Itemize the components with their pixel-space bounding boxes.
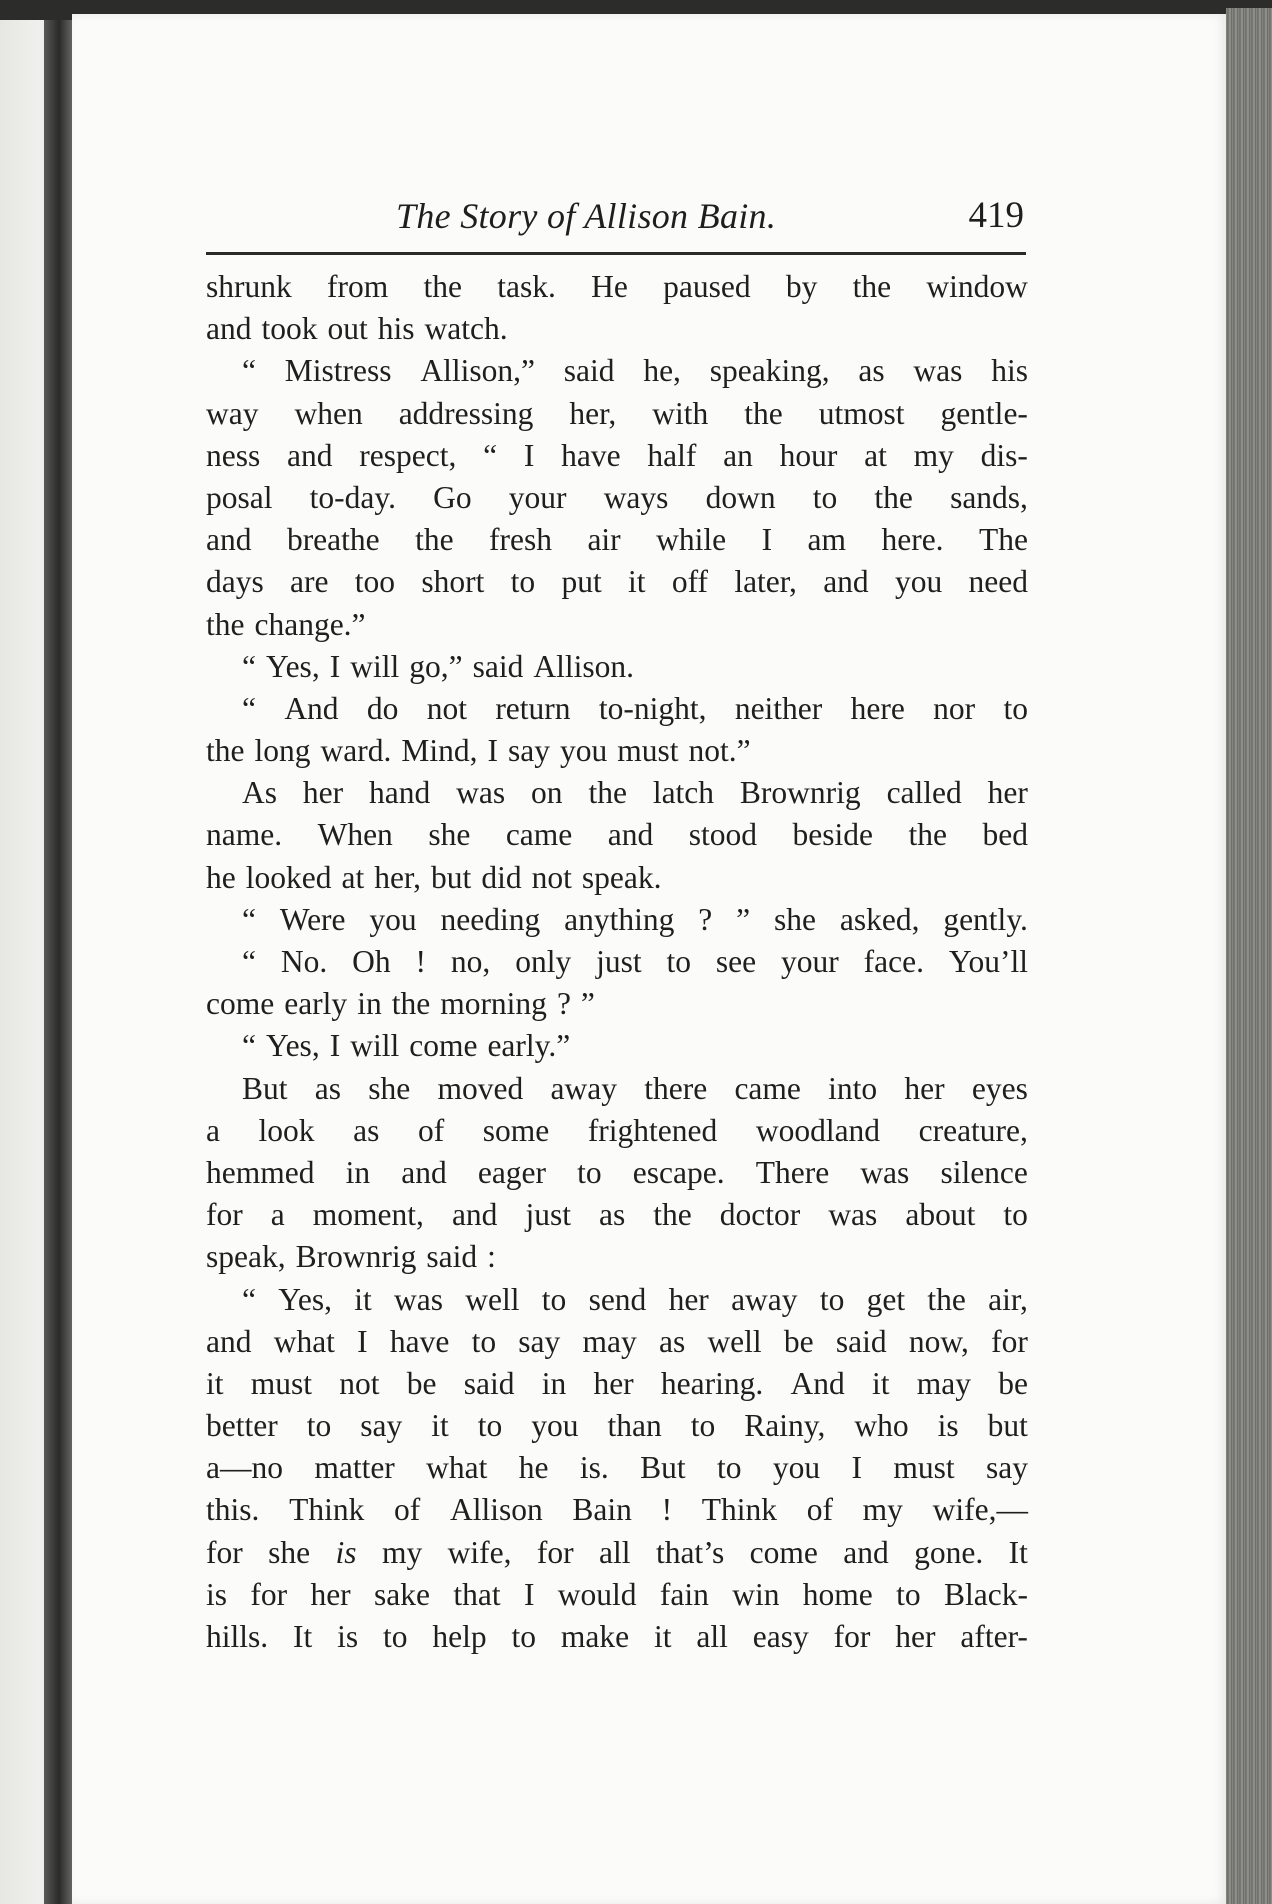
text-line: better to say it to you than to Rainy, who is but [206, 1408, 1028, 1444]
text-line: As her hand was on the latch Brownrig called her [242, 775, 1028, 811]
text-line: hills. It is to help to make it all easy for her after- [206, 1619, 1028, 1654]
text-line: this. Think of Allison Bain ! Think of my wife,— [206, 1492, 1028, 1528]
text-line: and what I have to say may as well be said now, for [206, 1323, 1028, 1359]
text-line: the change.” [206, 606, 366, 642]
text-line: “ Were you needing anything ? ” she asked, gently. [242, 901, 1028, 937]
text-line: come early in the morning ? ” [206, 986, 595, 1022]
text-line: “ No. Oh ! no, only just to see your face. You’ll [242, 944, 1028, 979]
text-line: the long ward. Mind, I say you must not.” [206, 733, 751, 769]
text-line: “ Mistress Allison,” said he, speaking, as was his [242, 353, 1028, 389]
text-line: posal to-day. Go your ways down to the sands, [206, 479, 1028, 515]
text-line: “ Yes, I will come early.” [242, 1028, 571, 1064]
text-line: shrunk from the task. He paused by the window [206, 269, 1028, 304]
page-header [206, 188, 1026, 244]
text-line: hemmed in and eager to escape. There was silence [206, 1154, 1028, 1190]
text-line: for a moment, and just as the doctor was about to [206, 1197, 1028, 1233]
text-line: “ Yes, it was well to send her away to get the air, [242, 1281, 1028, 1317]
text-line: ness and respect, “ I have half an hour at my dis- [206, 437, 1028, 473]
book-gutter [44, 20, 74, 1904]
text-line: “ Yes, I will go,” said Allison. [242, 648, 634, 684]
text-line: way when addressing her, with the utmost gentle- [206, 395, 1028, 431]
text-line: “ And do not return to-night, neither here nor to [242, 690, 1028, 726]
body-text [206, 266, 1028, 1658]
text-line: a look as of some frightened woodland creature, [206, 1112, 1028, 1148]
text-line: days are too short to put it off later, and you need [206, 564, 1028, 600]
header-rule [206, 252, 1026, 255]
text-line: for she is my wife, for all that’s come and gone. It [206, 1534, 1028, 1570]
text-line: speak, Brownrig said : [206, 1239, 496, 1275]
page-number: 419 [968, 195, 1024, 236]
text-line: he looked at her, but did not speak. [206, 859, 662, 895]
text-line: is for her sake that I would fain win home to Black- [206, 1576, 1028, 1612]
text-line: But as she moved away there came into her eyes [242, 1070, 1028, 1106]
page-block-edge [1226, 8, 1272, 1904]
text-line: name. When she came and stood beside the bed [206, 817, 1028, 853]
text-line: and took out his watch. [206, 311, 508, 347]
text-line: a—no matter what he is. But to you I must say [206, 1450, 1028, 1486]
text-line: it must not be said in her hearing. And it may be [206, 1365, 1028, 1401]
text-line: and breathe the fresh air while I am here. The [206, 522, 1028, 558]
running-title: The Story of Allison Bain. [396, 196, 777, 236]
